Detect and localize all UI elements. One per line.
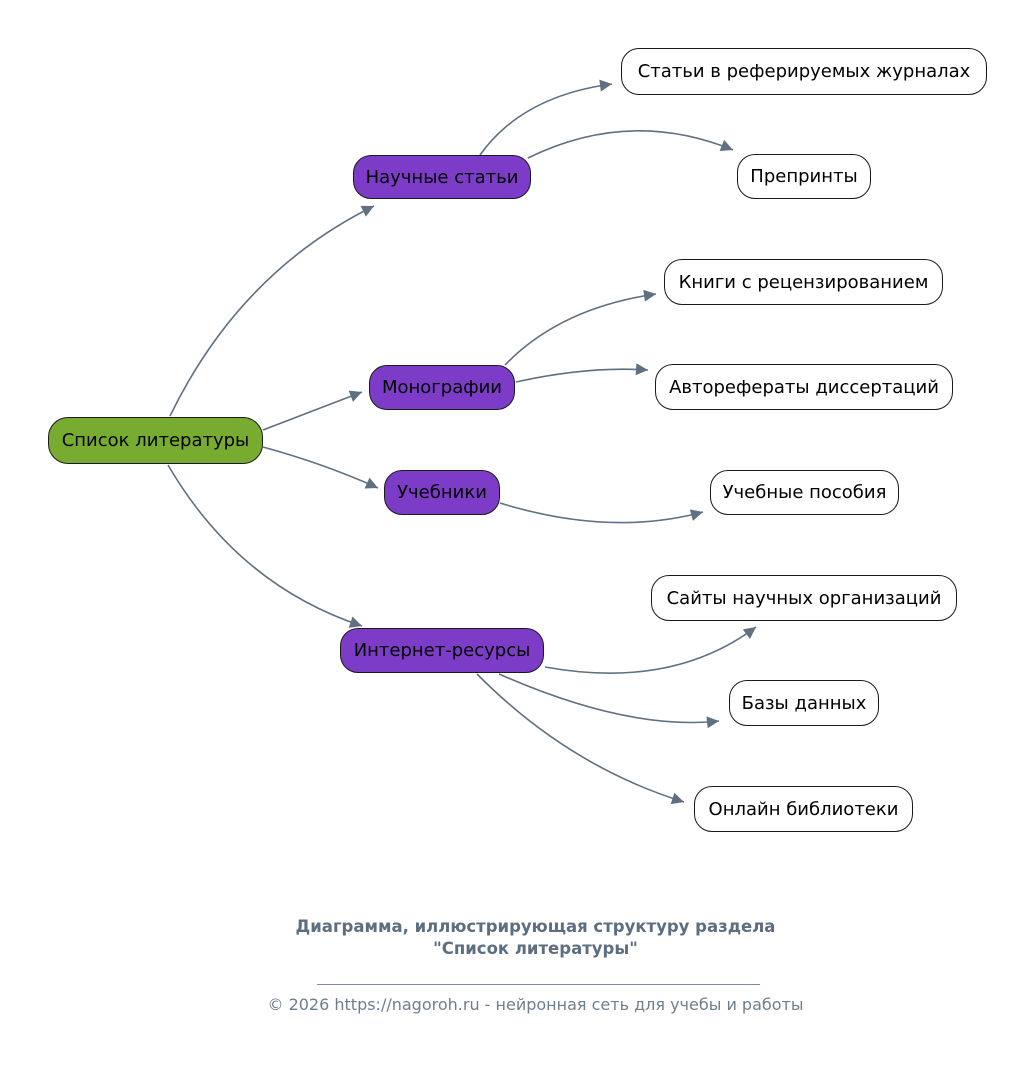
edge-root-to-monographs	[263, 392, 362, 430]
node-refereed-journal-articles: Статьи в реферируемых журналах	[621, 48, 987, 95]
node-scientific-org-sites: Сайты научных организаций	[651, 575, 957, 621]
diagram-caption-line1: Диаграмма, иллюстрирующая структуру раздела	[295, 917, 776, 936]
node-peer-reviewed-books: Книги с рецензированием	[664, 259, 943, 305]
edge-root-to-textbooks	[263, 447, 378, 488]
node-monographs: Монографии	[369, 365, 515, 410]
edge-scientific-articles-to-refereed-journals	[480, 84, 612, 155]
edge-monographs-to-dissertation-abstracts	[516, 369, 648, 382]
node-internet-resources: Интернет-ресурсы	[340, 628, 544, 673]
edge-textbooks-to-study-guides	[500, 503, 703, 523]
node-root: Список литературы	[48, 417, 263, 464]
diagram-caption	[18, 916, 1035, 960]
edge-internet-resources-to-online-libraries	[477, 674, 684, 802]
node-online-libraries: Онлайн библиотеки	[694, 786, 913, 832]
edge-root-to-internet-resources	[168, 465, 362, 626]
node-textbooks: Учебники	[384, 470, 500, 515]
footer-separator-line	[317, 984, 760, 985]
edge-scientific-articles-to-preprints	[528, 131, 733, 158]
node-scientific-articles: Научные статьи	[353, 155, 531, 199]
edge-root-to-scientific-articles	[170, 206, 374, 416]
copyright-text: © 2026 https://nagoroh.ru - нейронная сеть для учебы и работы	[267, 995, 804, 1014]
edge-internet-resources-to-databases	[499, 674, 719, 722]
edge-internet-resources-to-org-sites	[545, 627, 756, 673]
node-dissertation-abstracts: Авторефераты диссертаций	[655, 364, 953, 410]
node-preprints: Препринты	[737, 154, 871, 199]
node-study-guides: Учебные пособия	[710, 470, 899, 515]
node-databases: Базы данных	[729, 680, 879, 726]
edge-monographs-to-peer-reviewed-books	[505, 294, 656, 365]
diagram-caption-line2: "Список литературы"	[433, 939, 638, 958]
